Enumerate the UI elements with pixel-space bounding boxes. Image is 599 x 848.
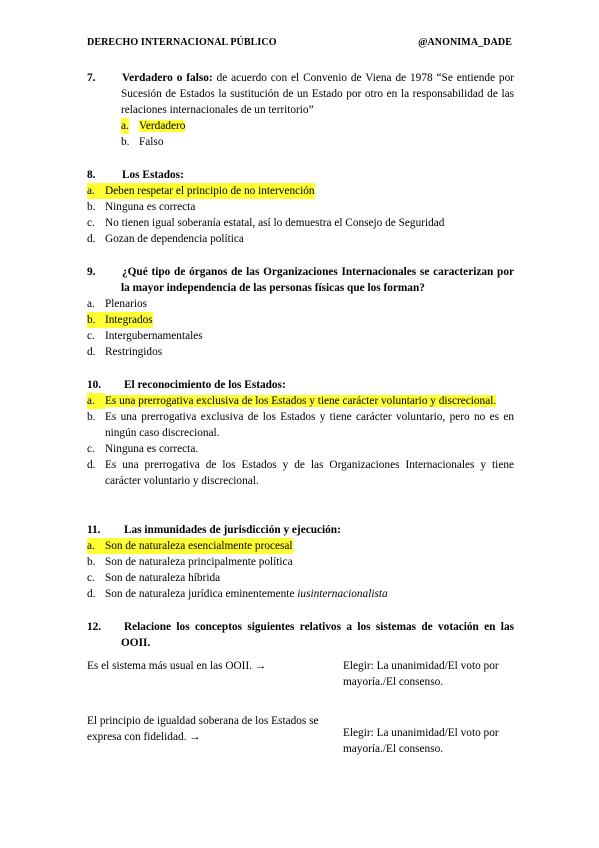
question-9-option-b: b. Integrados <box>87 314 153 326</box>
question-12 <box>87 619 514 651</box>
question-8 <box>87 167 514 247</box>
question-9-title: ¿Qué tipo de órganos de las Organizaciones Internacionales se caracterizan por la mayor independencia de las personas físicas que los forman? <box>121 266 514 294</box>
matching-concept: El principio de igualdad soberana de los Estados se expresa con fidelidad. → <box>87 715 319 743</box>
matching-answer-select[interactable]: Elegir: La unanimidad/El voto por mayoría./El consenso. <box>343 660 499 688</box>
question-7-option-a: a. Verdadero <box>121 120 186 132</box>
question-9-statement: 9. ¿Qué tipo de órganos de las Organizaciones Internacionales se caracterizan por la mayor independencia de las personas físicas que los forman? <box>87 266 514 294</box>
question-9-option-a: a. Plenarios <box>87 298 148 310</box>
question-10-statement: 10. El reconocimiento de los Estados: <box>87 379 286 391</box>
question-12-statement: 12. Relacione los conceptos siguientes relativos a los sistemas de votación en las OOII. <box>87 621 514 649</box>
matching-concept: Es el sistema más usual en las OOII. → <box>87 660 267 672</box>
question-11-option-c: c. Son de naturaleza híbrida <box>87 572 221 584</box>
question-8-option-d: d. Gozan de dependencia política <box>87 233 244 245</box>
header-subject: DERECHO INTERNACIONAL PÚBLICO <box>87 37 277 48</box>
question-11-option-b: b. Son de naturaleza principalmente política <box>87 556 293 568</box>
page-header <box>87 37 512 51</box>
question-11-title: Las inmunidades de jurisdicción y ejecución: <box>124 524 341 536</box>
header-author: @ANONIMA_DADE <box>418 37 512 48</box>
question-10-option-d: d. Es una prerrogativa de los Estados y de las Organizaciones Internacionales y tiene carácter voluntario y discrecional. <box>87 459 514 487</box>
question-10-option-c: c. Ninguna es correcta. <box>87 443 199 455</box>
question-11-option-d: d. Son de naturaleza jurídica eminentemente iusinternacionalista <box>87 588 388 600</box>
question-10-title: El reconocimiento de los Estados: <box>124 379 286 391</box>
question-10 <box>87 377 514 489</box>
question-12-title: Relacione los conceptos siguientes relativos a los sistemas de votación en las OOII. <box>121 621 514 649</box>
question-11-option-a: a. Son de naturaleza esencialmente procesal <box>87 540 293 552</box>
question-10-option-b: b. Es una prerrogativa exclusiva de los Estados y tiene carácter voluntario, pero no es en ningún caso discrecional. <box>87 411 514 439</box>
matching-row <box>87 658 514 698</box>
question-8-title: Los Estados: <box>122 169 184 181</box>
question-7-title: Verdadero o falso: <box>122 72 213 84</box>
question-9-option-c: c. Intergubernamentales <box>87 330 203 342</box>
question-8-option-b: b. Ninguna es correcta <box>87 201 196 213</box>
question-9-option-d: d. Restringidos <box>87 346 163 358</box>
question-9 <box>87 264 514 360</box>
question-8-option-c: c. No tienen igual soberanía estatal, así lo demuestra el Consejo de Seguridad <box>87 217 445 229</box>
question-8-option-a: a. Deben respetar el principio de no intervención <box>87 185 315 197</box>
question-7-option-b: b. Falso <box>121 136 164 148</box>
question-7 <box>87 70 514 150</box>
question-7-text: de acuerdo con el Convenio de Viena de 1978 “Se entiende por Sucesión de Estados la sustitución de un Estado por otro en la responsabilidad de las relaciones internacionales de un territorio” <box>121 72 514 116</box>
question-10-option-a: a. Es una prerrogativa exclusiva de los Estados y tiene carácter voluntario y discrecional. <box>87 395 497 407</box>
question-7-statement: 7. Verdadero o falso: de acuerdo con el Convenio de Viena de 1978 “Se entiende por Sucesión de Estados la sustitución de un Estado por otro en la responsabilidad de las relaciones internacionales de un territorio” <box>87 72 514 116</box>
question-11-statement: 11. Las inmunidades de jurisdicción y ejecución: <box>87 524 341 536</box>
matching-answer-select[interactable]: Elegir: La unanimidad/El voto por mayoría./El consenso. <box>343 727 499 755</box>
matching-row <box>87 713 514 761</box>
question-11 <box>87 522 514 602</box>
question-8-statement: 8. Los Estados: <box>87 169 184 181</box>
